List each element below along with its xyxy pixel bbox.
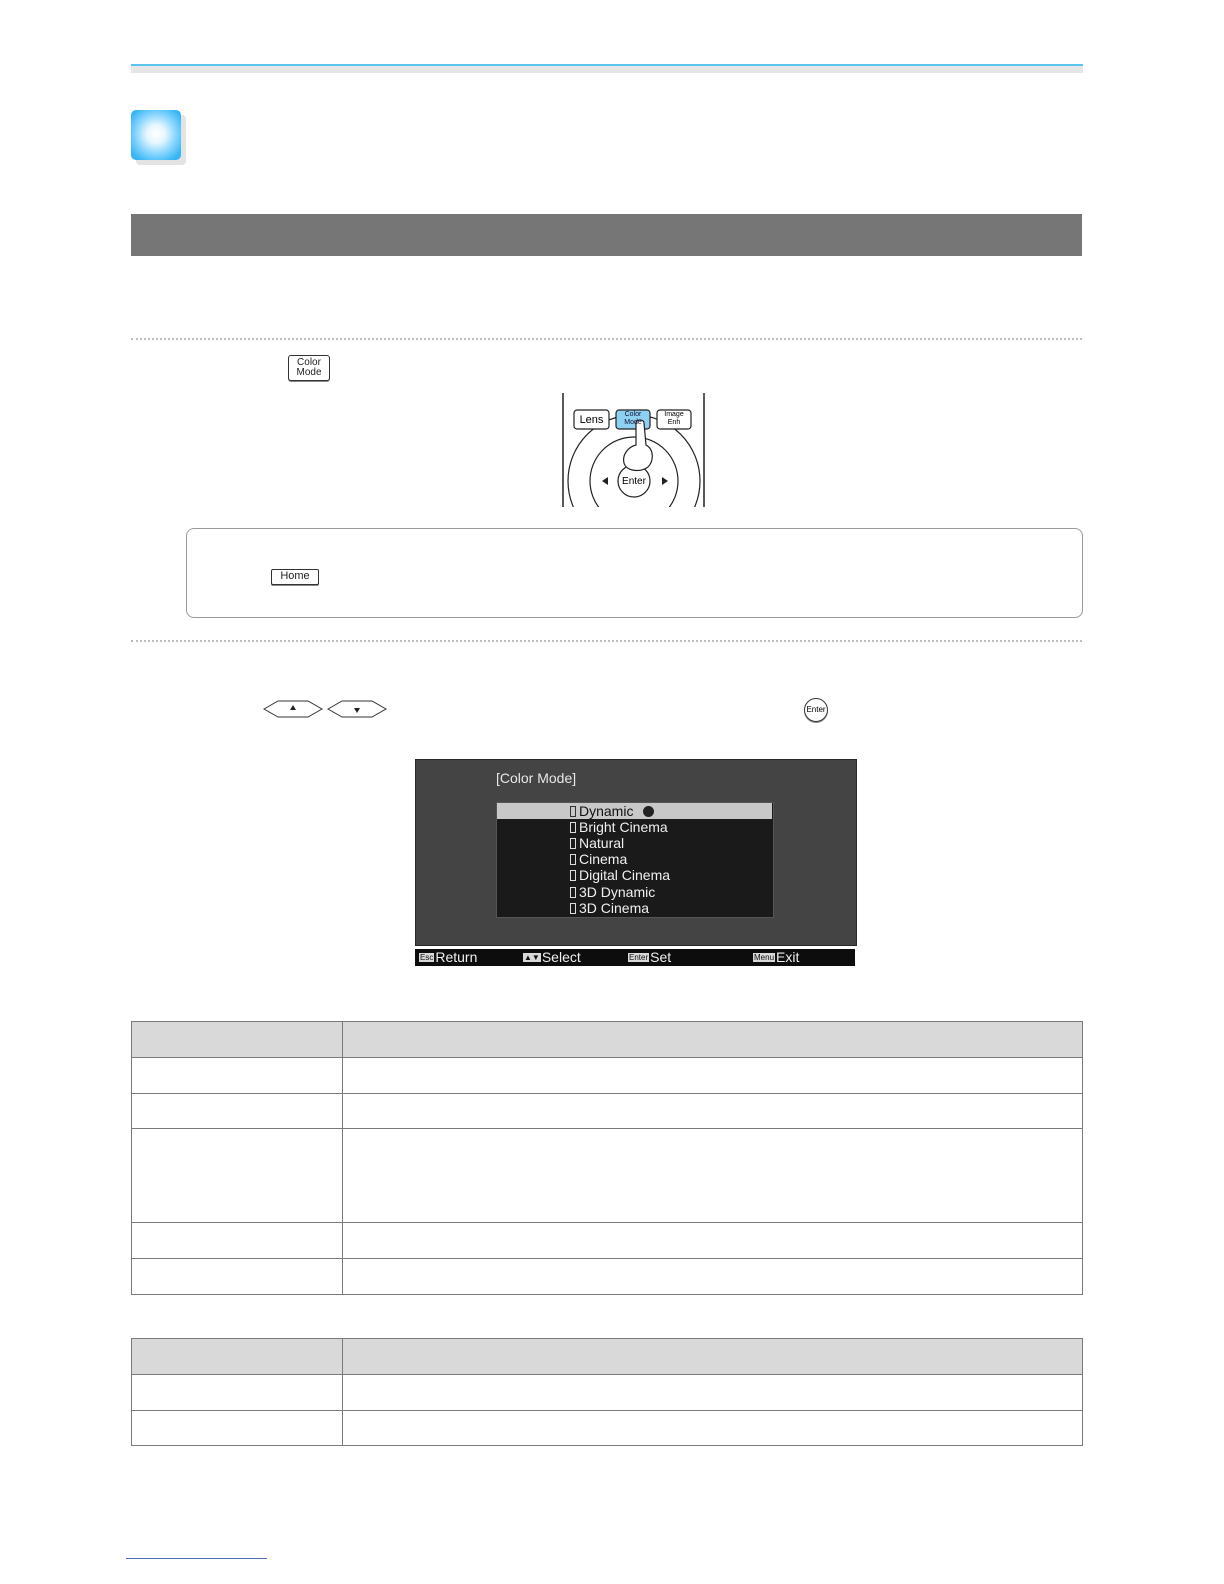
table-row [132,1375,1083,1411]
table-header-row [132,1022,1083,1058]
enter-key-icon: Enter [804,698,828,722]
remote-enter-button: Enter [622,476,646,487]
osd-footer-exit: Menu Exit [754,949,800,965]
remote-color-mode-button: Color Mode [624,411,642,426]
osd-item[interactable]: Natural [570,835,624,851]
table-row [132,1259,1083,1295]
step-divider [131,640,1082,642]
osd-item[interactable]: 3D Dynamic [570,884,655,900]
osd-footer-select: ▲▼ Select [524,949,581,965]
color-mode-table-3d [131,1338,1083,1446]
osd-item[interactable]: Bright Cinema [570,819,668,835]
header-rule [131,64,1083,66]
osd-item[interactable]: Digital Cinema [570,867,670,883]
up-down-arrow-icon: ▲▼ [524,953,540,962]
footer-link-underline [126,1558,267,1559]
osd-item[interactable]: Cinema [570,851,627,867]
table-header-row [132,1339,1083,1375]
table-row [132,1094,1083,1129]
osd-item[interactable]: Dynamic [570,803,654,819]
table-row [132,1129,1083,1223]
osd-item[interactable]: 3D Cinema [570,900,649,916]
chapter-marker-icon [131,110,181,160]
osd-title: [Color Mode] [496,770,577,786]
remote-lens-button: Lens [579,414,604,426]
remote-image-enh-button: Image Enh [664,411,684,426]
up-down-keys-icon [263,700,387,718]
table-row [132,1411,1083,1446]
color-mode-table-2d [131,1021,1083,1295]
note-box [186,528,1083,618]
step-divider [131,338,1082,340]
home-key-icon: Home [271,569,319,585]
enter-selected-icon [643,806,654,817]
section-heading-bar [131,214,1082,256]
osd-footer-return: Esc Return [420,949,478,965]
table-row [132,1223,1083,1259]
header-rule-shadow [131,66,1083,73]
osd-footer-set: Enter Set [629,949,672,965]
color-mode-key-icon: Color Mode [288,355,330,381]
table-row [132,1058,1083,1094]
